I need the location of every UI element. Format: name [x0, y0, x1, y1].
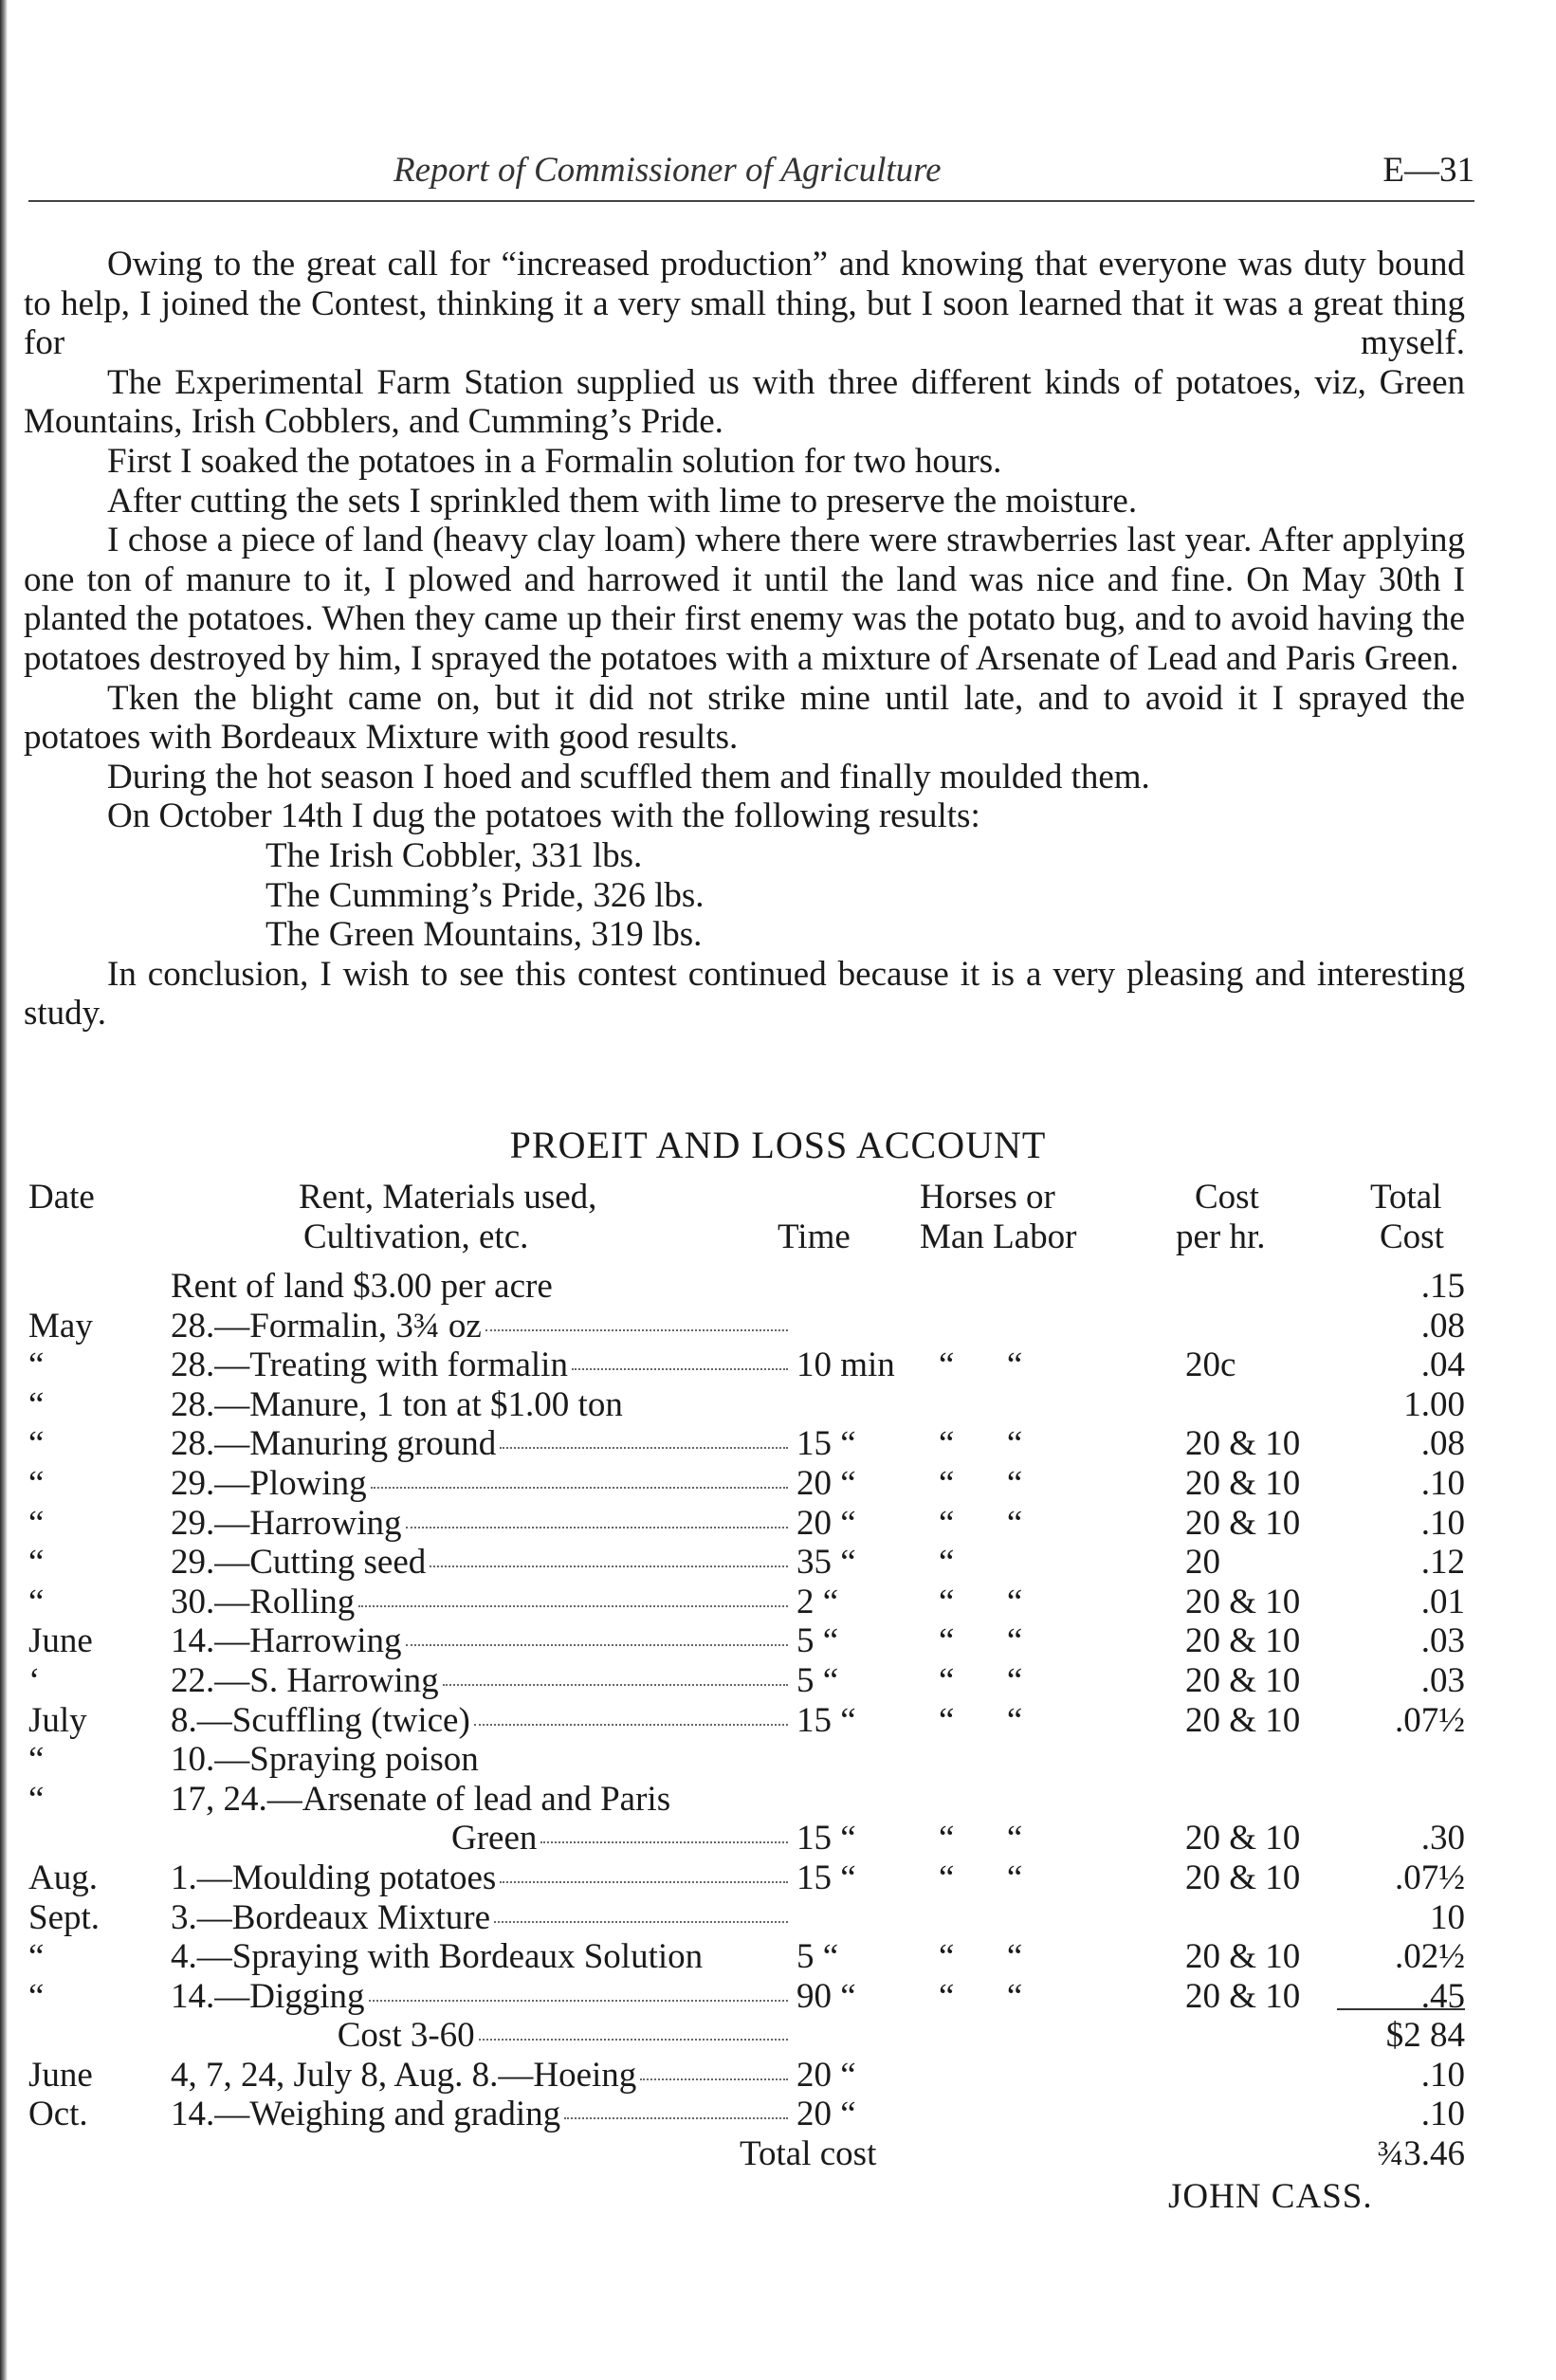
row-horses: “ “ — [939, 1858, 1023, 1897]
row-item — [171, 1701, 792, 1741]
row-horses: “ “ — [939, 1621, 1023, 1661]
row-total: .02½ — [1395, 1937, 1465, 1977]
leader-dots — [572, 1368, 788, 1370]
row-time: 15 “ — [796, 1858, 856, 1897]
row-time: 20 “ — [796, 1463, 856, 1503]
row-date: “ — [28, 1463, 45, 1503]
row-item-text: 14.—Harrowing — [171, 1621, 402, 1661]
row-cost-per-hr: 20 & 10 — [1185, 1424, 1301, 1464]
account-row — [0, 1740, 1556, 1780]
account-row — [0, 1898, 1556, 1938]
row-item — [171, 1385, 623, 1425]
row-item — [171, 1937, 703, 1977]
account-row — [0, 2056, 1556, 2096]
account-row — [0, 1504, 1556, 1544]
row-total: .15 — [1420, 1267, 1465, 1306]
row-item — [171, 1346, 792, 1385]
row-horses: “ “ — [939, 1346, 1023, 1385]
row-item — [171, 1543, 792, 1583]
account-row — [0, 1780, 1556, 1820]
row-cost-per-hr: 20 & 10 — [1185, 1700, 1301, 1740]
row-cost-per-hr: 20 — [1185, 1543, 1220, 1583]
paragraph: Tken the blight came on, but it did not strike mine until late, and to avoid it I sprayed the potatoes with Bordeaux Mixture with good results. — [24, 678, 1465, 758]
body-text — [24, 245, 1465, 1034]
total-cost-value: ¾3.46 — [1377, 2134, 1465, 2173]
row-time: 5 “ — [796, 1660, 839, 1700]
row-item-text: 4.—Spraying with Bordeaux Solution — [171, 1937, 704, 1977]
row-total: .30 — [1420, 1819, 1465, 1858]
total-cost-label: Total cost — [740, 2134, 877, 2173]
account-row — [0, 1583, 1556, 1622]
row-item — [171, 1424, 792, 1464]
row-date: Sept. — [28, 1897, 101, 1937]
account-row — [0, 1819, 1556, 1858]
row-item-text: Rent of land $3.00 per acre — [171, 1267, 553, 1306]
leader-dots — [358, 1605, 788, 1607]
leader-dots — [500, 1881, 788, 1883]
row-item — [171, 1780, 670, 1820]
row-total: .12 — [1420, 1543, 1465, 1583]
row-item-text: Cost 3-60 — [171, 2016, 475, 2056]
row-date: May — [28, 1306, 93, 1346]
row-date: “ — [28, 1424, 45, 1464]
row-item — [171, 2016, 792, 2056]
account-title: PROEIT AND LOSS ACCOUNT — [509, 1124, 1047, 1166]
row-cost-per-hr: 20 & 10 — [1185, 1819, 1301, 1858]
account-row — [0, 1267, 1556, 1307]
row-time: 20 “ — [796, 2095, 856, 2134]
row-date: Aug. — [28, 1858, 98, 1897]
row-item-text: 10.—Spraying poison — [171, 1740, 479, 1780]
running-title: Report of Commissioner of Agriculture — [394, 151, 942, 190]
row-horses: “ — [939, 1543, 955, 1583]
row-item-text: Green — [171, 1819, 538, 1858]
leader-dots — [564, 2117, 788, 2119]
row-item-text: 22.—S. Harrowing — [171, 1660, 439, 1700]
leader-dots — [540, 1841, 788, 1843]
header-total-line2: Cost — [1380, 1217, 1444, 1256]
row-total: .08 — [1420, 1306, 1465, 1346]
header-rule — [28, 200, 1474, 202]
row-date: “ — [28, 1543, 45, 1583]
row-total: .08 — [1420, 1424, 1465, 1464]
leader-dots — [430, 1565, 788, 1567]
row-time: 20 “ — [796, 1503, 856, 1543]
row-date: “ — [28, 1976, 45, 2016]
row-total: 10 — [1430, 1897, 1465, 1937]
header-horses-line2: Man Labor — [920, 1217, 1077, 1256]
paragraph: Owing to the great call for “increased production” and knowing that everyone was duty bound to help, I joined the Contest, thinking it a very small thing, but I soon learned that it was a great thing for myself. — [24, 245, 1465, 363]
row-item — [171, 1621, 792, 1661]
leader-dots — [371, 1487, 788, 1489]
row-item — [171, 1267, 553, 1307]
account-row — [0, 1346, 1556, 1385]
row-item-text: 30.—Rolling — [171, 1582, 356, 1621]
account-row — [0, 1621, 1556, 1661]
leader-dots — [485, 1329, 788, 1331]
row-item — [171, 2095, 792, 2134]
account-row — [0, 1937, 1556, 1977]
row-total: .10 — [1420, 1503, 1465, 1543]
row-total: .10 — [1420, 1463, 1465, 1503]
row-total: $2 84 — [1385, 2016, 1465, 2056]
header-cost-line1: Cost — [1195, 1178, 1259, 1217]
paragraph: I chose a piece of land (heavy clay loam) where there were strawberries last year. After applying one ton of manure to it, I plowed and harrowed it until the land was nice and fine. On May 30th I planted the potatoes. When they came up their first enemy was the potato bug, and to avoid having the potatoes destroyed by him, I sprayed the potatoes with a mixture of Arsenate of Lead and Paris Green. — [24, 521, 1465, 678]
row-date: “ — [28, 1503, 45, 1543]
signature-name: JOHN CASS. — [1168, 2177, 1373, 2216]
row-time: 90 “ — [796, 1976, 856, 2016]
row-cost-per-hr: 20 & 10 — [1185, 1660, 1301, 1700]
row-time: 15 “ — [796, 1424, 856, 1464]
row-date: June — [28, 2055, 93, 2095]
paragraph: The Experimental Farm Station supplied us with three different kinds of potatoes, viz, Green Mountains, Irish Cobblers, and Cumming’s Pride. — [24, 362, 1465, 442]
row-horses: “ “ — [939, 1424, 1023, 1464]
account-row — [0, 1385, 1556, 1425]
row-item-text: 14.—Weighing and grading — [171, 2095, 561, 2134]
row-time: 20 “ — [796, 2055, 856, 2095]
header-cost-line2: per hr. — [1176, 1217, 1266, 1256]
leader-dots — [500, 1447, 788, 1449]
leader-dots — [443, 1684, 788, 1686]
row-horses: “ “ — [939, 1819, 1023, 1858]
row-time: 5 “ — [796, 1937, 839, 1977]
results-list — [24, 836, 1465, 955]
result-item: The Irish Cobbler, 331 lbs. — [265, 835, 643, 875]
row-item-text: 17, 24.—Arsenate of lead and Paris — [171, 1779, 671, 1819]
row-item — [171, 1504, 792, 1544]
row-item-text: 28.—Treating with formalin — [171, 1346, 568, 1385]
account-table — [0, 1267, 1556, 2134]
row-total: .45 — [1420, 1976, 1465, 2016]
row-item — [171, 1583, 792, 1622]
row-time: 15 “ — [796, 1700, 856, 1740]
row-total: .10 — [1420, 2095, 1465, 2134]
row-date: Oct. — [28, 2095, 88, 2134]
account-row — [0, 1543, 1556, 1583]
row-date: “ — [28, 1937, 45, 1977]
row-time: 5 “ — [796, 1621, 839, 1661]
row-item-text: 28.—Manuring ground — [171, 1424, 497, 1464]
row-total: .01 — [1420, 1582, 1465, 1621]
row-time: 35 “ — [796, 1543, 856, 1583]
row-time: 10 min — [796, 1346, 895, 1385]
row-horses: “ “ — [939, 1463, 1023, 1503]
row-item — [171, 1661, 792, 1701]
row-date: “ — [28, 1740, 45, 1780]
paragraph: On October 14th I dug the potatoes with the following results: — [107, 796, 980, 836]
account-row — [0, 2016, 1556, 2056]
account-row — [0, 1307, 1556, 1346]
row-cost-per-hr: 20 & 10 — [1185, 1937, 1301, 1977]
row-item-text: 4, 7, 24, July 8, Aug. 8.—Hoeing — [171, 2055, 637, 2095]
leader-dots — [494, 1921, 788, 1923]
account-row — [0, 1464, 1556, 1504]
row-total: 1.00 — [1403, 1384, 1465, 1424]
paragraph: During the hot season I hoed and scuffled them and finally moulded them. — [107, 757, 1150, 796]
account-row — [0, 1858, 1556, 1898]
paragraph: After cutting the sets I sprinkled them with lime to preserve the moisture. — [107, 481, 1138, 521]
row-horses: “ “ — [939, 1937, 1023, 1977]
account-row — [0, 1661, 1556, 1701]
row-item — [171, 1740, 479, 1780]
row-cost-per-hr: 20 & 10 — [1185, 1503, 1301, 1543]
header-horses-line1: Horses or — [920, 1178, 1055, 1217]
leader-dots — [479, 2039, 788, 2041]
row-item — [171, 1977, 792, 2017]
header-date: Date — [28, 1178, 95, 1217]
leader-dots — [406, 1644, 788, 1646]
leader-dots — [640, 2078, 788, 2080]
row-horses: “ “ — [939, 1660, 1023, 1700]
row-horses: “ “ — [939, 1582, 1023, 1621]
row-date: “ — [28, 1346, 45, 1385]
row-time: 15 “ — [796, 1819, 856, 1858]
row-item — [171, 1464, 792, 1504]
row-date: “ — [28, 1384, 45, 1424]
row-cost-per-hr: 20 & 10 — [1185, 1858, 1301, 1897]
header-item-line2: Cultivation, etc. — [303, 1217, 529, 1256]
row-item-text: 14.—Digging — [171, 1976, 365, 2016]
row-date: July — [28, 1700, 87, 1740]
row-item — [171, 1858, 792, 1898]
row-item — [171, 1307, 792, 1346]
row-horses: “ “ — [939, 1976, 1023, 2016]
row-date: ‘ — [28, 1660, 41, 1700]
row-item-text: 29.—Harrowing — [171, 1503, 402, 1543]
row-item — [171, 1819, 792, 1858]
row-date: “ — [28, 1582, 45, 1621]
conclusion-paragraph: In conclusion, I wish to see this contest continued because it is a very pleasing and interesting study. — [24, 954, 1465, 1034]
row-horses: “ “ — [939, 1700, 1023, 1740]
row-time: 2 “ — [796, 1582, 839, 1621]
row-total: .10 — [1420, 2055, 1465, 2095]
row-cost-per-hr: 20 & 10 — [1185, 1463, 1301, 1503]
row-item-text: 28.—Manure, 1 ton at $1.00 ton — [171, 1384, 623, 1424]
row-total: .07½ — [1395, 1858, 1465, 1897]
result-item: The Cumming’s Pride, 326 lbs. — [265, 875, 705, 915]
subtotal-rule — [1337, 2008, 1465, 2010]
result-item: The Green Mountains, 319 lbs. — [265, 915, 703, 955]
row-item-text: 1.—Moulding potatoes — [171, 1858, 497, 1897]
paragraph: First I soaked the potatoes in a Formalin solution for two hours. — [107, 441, 1002, 481]
account-row — [0, 1977, 1556, 2017]
row-total: .04 — [1420, 1346, 1465, 1385]
header-total-line1: Total — [1370, 1178, 1442, 1217]
account-row — [0, 2095, 1556, 2134]
row-cost-per-hr: 20 & 10 — [1185, 1621, 1301, 1661]
leader-dots — [406, 1527, 788, 1529]
row-item-text: 3.—Bordeaux Mixture — [171, 1897, 491, 1937]
row-total: .03 — [1420, 1621, 1465, 1661]
account-row — [0, 1701, 1556, 1741]
row-item-text: 29.—Cutting seed — [171, 1543, 427, 1583]
row-item-text: 28.—Formalin, 3¾ oz — [171, 1306, 482, 1346]
row-item-text: 8.—Scuffling (twice) — [171, 1700, 470, 1740]
row-cost-per-hr: 20 & 10 — [1185, 1976, 1301, 2016]
row-item — [171, 1898, 792, 1938]
row-date: June — [28, 1621, 93, 1661]
row-cost-per-hr: 20 & 10 — [1185, 1582, 1301, 1621]
running-head — [28, 150, 1474, 197]
row-total: .03 — [1420, 1660, 1465, 1700]
row-date: “ — [28, 1779, 45, 1819]
row-cost-per-hr: 20c — [1185, 1346, 1236, 1385]
header-time: Time — [778, 1217, 851, 1256]
row-total: .07½ — [1395, 1700, 1465, 1740]
header-item-line1: Rent, Materials used, — [299, 1178, 597, 1217]
row-item-text: 29.—Plowing — [171, 1463, 367, 1503]
page-number: E—31 — [1382, 151, 1474, 190]
account-row — [0, 1424, 1556, 1464]
leader-dots — [474, 1724, 788, 1726]
leader-dots — [369, 2000, 788, 2002]
row-item — [171, 2056, 792, 2096]
row-horses: “ “ — [939, 1503, 1023, 1543]
